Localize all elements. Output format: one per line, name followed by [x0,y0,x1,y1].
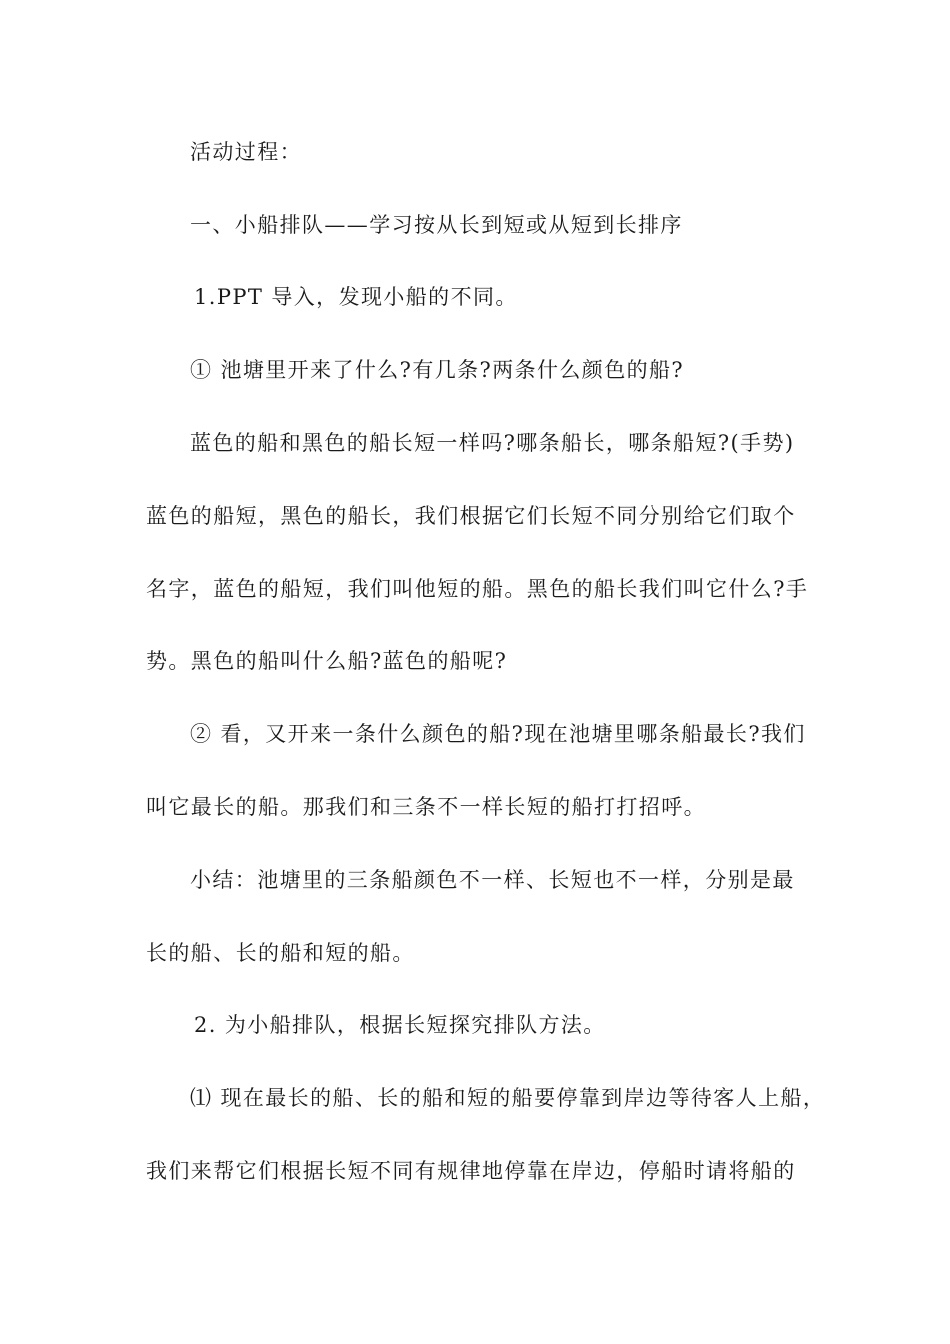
paragraph-line: 我们来帮它们根据长短不同有规律地停靠在岸边，停船时请将船的 [146,1159,796,1183]
paragraph-line: 蓝色的船短，黑色的船长，我们根据它们长短不同分别给它们取个 [146,504,796,528]
paragraph-line: ② 看，又开来一条什么颜色的船?现在池塘里哪条船最长?我们 [190,722,806,746]
summary-line: 小结：池塘里的三条船颜色不一样、长短也不一样，分别是最 [190,868,795,892]
paragraph-line: ① 池塘里开来了什么?有几条?两条什么颜色的船? [190,358,685,382]
paragraph-line: 叫它最长的船。那我们和三条不一样长短的船打打招呼。 [146,795,706,819]
step-one-heading: 1.PPT 导入，发现小船的不同。 [194,285,518,309]
step-two-heading: 2. 为小船排队，根据长短探究排队方法。 [194,1013,606,1037]
paragraph-line: 势。黑色的船叫什么船?蓝色的船呢? [146,649,508,673]
section-heading-activity-process: 活动过程： [190,140,302,164]
paragraph-line: ⑴ 现在最长的船、长的船和短的船要停靠到岸边等待客人上船， [190,1086,826,1110]
part-one-heading: 一、小船排队——学习按从长到短或从短到长排序 [190,213,683,237]
paragraph-line: 蓝色的船和黑色的船长短一样吗?哪条船长，哪条船短?(手势) [190,431,795,455]
summary-line: 长的船、长的船和短的船。 [146,941,415,965]
paragraph-line: 名字，蓝色的船短，我们叫他短的船。黑色的船长我们叫它什么?手 [146,577,809,601]
